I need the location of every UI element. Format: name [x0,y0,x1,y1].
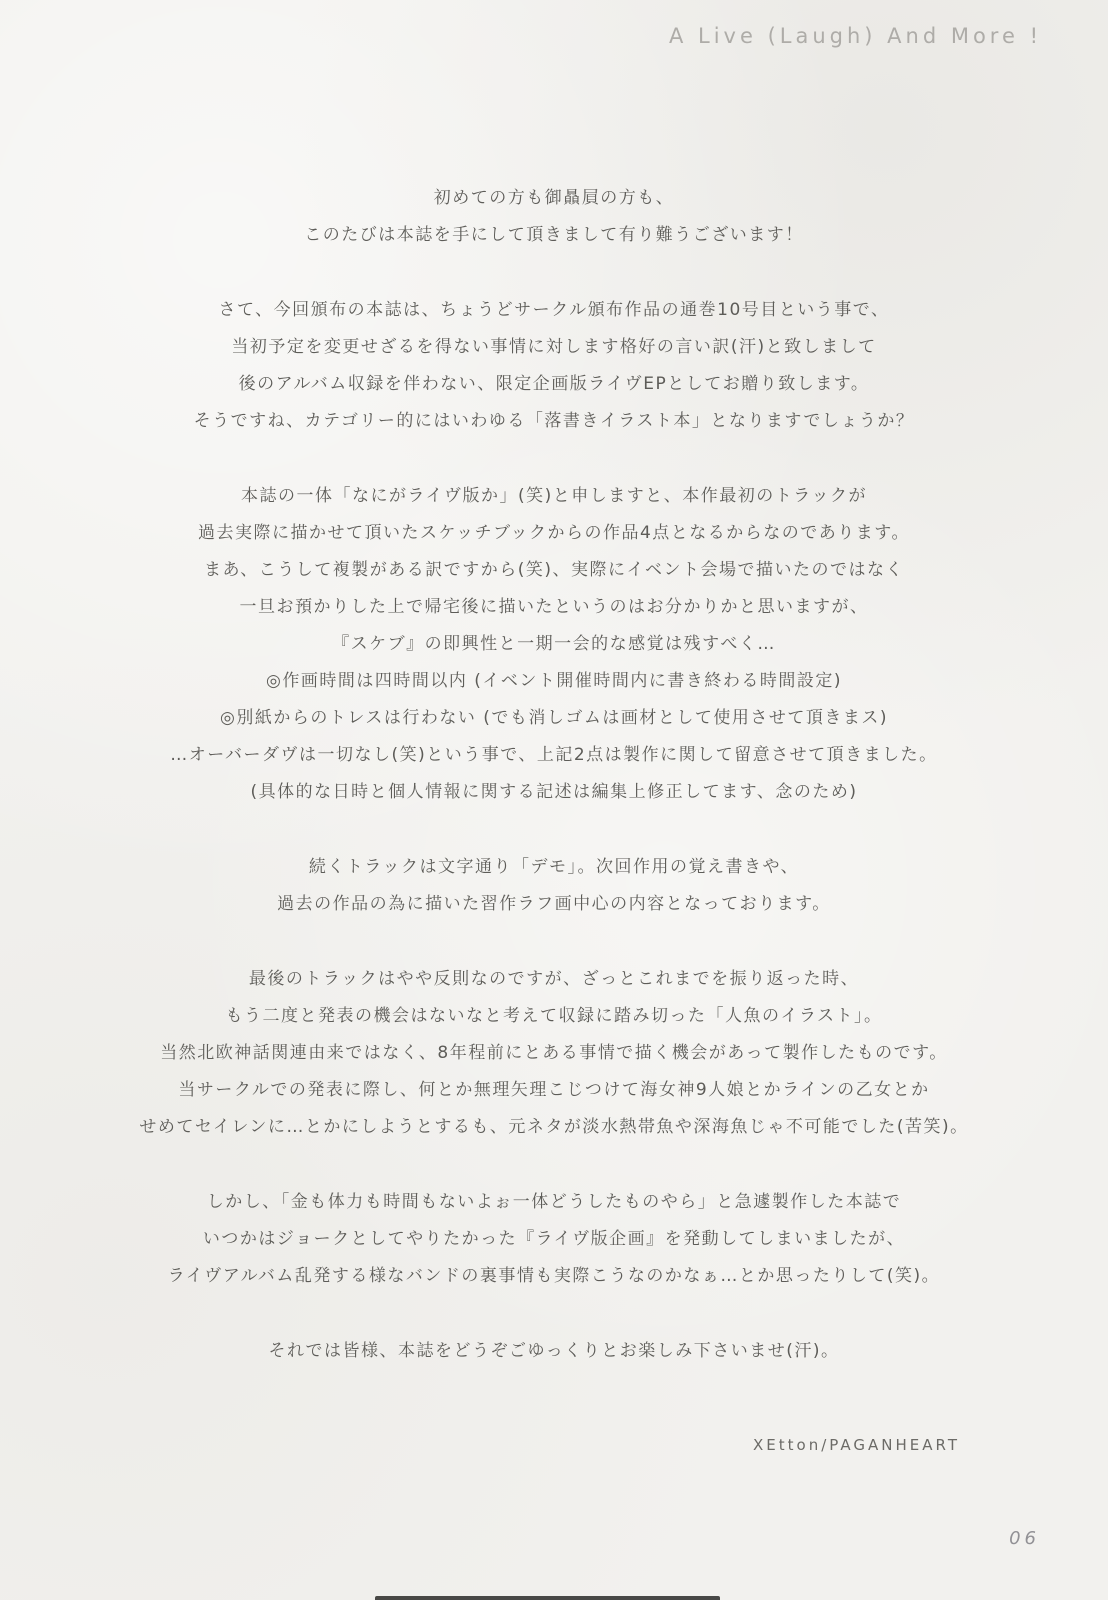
body-line: せめてセイレンに…とかにしようとするも、元ネタが淡水熱帯魚や深海魚じゃ不可能でした(苦笑)。 [139,1117,969,1137]
body-line: ◎作画時間は四時間以内 (イベント開催時間内に書き終わる時間設定) [265,671,842,691]
body-line: 過去の作品の為に描いた習作ラフ画中心の内容となっております。 [277,894,831,914]
body-line: もう二度と発表の機会はないなと考えて収録に踏み切った「人魚のイラスト」。 [225,1006,883,1026]
body-line: そうですね、カテゴリー的にはいわゆる「落書きイラスト本」となりますでしょうか？ [193,411,915,431]
body-line: ◎別紙からのトレスは行わない (でも消しゴムは画材として使用させて頂きまス) [220,708,888,728]
body-line: 最後のトラックはやや反則なのですが、ざっとこれまでを振り返った時、 [248,969,860,989]
paragraph-intro [0,292,1108,440]
page-header-title: A Live (Laugh) And More ! [668,24,1042,48]
paragraph-demo-track [0,849,1108,923]
body-line: 『スケブ』の即興性と一期一会的な感覚は残すべく… [332,634,776,654]
body-line: いつかはジョークとしてやりたかった『ライヴ版企画』を発動してしまいましたが、 [202,1229,906,1249]
body-line: 当初予定を変更せざるを得ない事情に対します格好の言い訳(汗)と致しまして [231,337,877,357]
paragraph-joke-plan [0,1184,1108,1295]
body-line: 本誌の一体「なにがライヴ版か」(笑)と申しますと、本作最初のトラックが [241,486,867,506]
body-line: まあ、こうして複製がある訳ですから(笑)、実際にイベント会場で描いたのではなく [203,560,905,580]
body-line: 初めての方も御贔屓の方も、 [433,188,675,208]
body-line: このたびは本誌を手にして頂きまして有り難うございます！ [304,225,804,245]
paragraph-mermaid-track [0,961,1108,1146]
body-line: 後のアルバム収録を伴わない、限定企画版ライヴEPとしてお贈り致します。 [238,374,870,394]
paragraph-live-explanation [0,478,1108,811]
body-line: 当サークルでの発表に際し、何とか無理矢理こじつけて海女神9人娘とかラインの乙女とか [178,1080,930,1100]
paragraph-closing [0,1333,1108,1370]
afterword-body [0,180,1108,1408]
body-line: しかし、「金も体力も時間もないよぉ一体どうしたものやら」と急遽製作した本誌で [206,1192,902,1212]
body-line: ライヴアルバム乱発する様なバンドの裏事情も実際こうなのかなぁ…とか思ったりして(笑)。 [167,1266,941,1286]
body-line: 一旦お預かりした上で帰宅後に描いたというのはお分かりかと思いますが、 [239,597,869,617]
body-line: さて、今回頒布の本誌は、ちょうどサークル頒布作品の通巻10号目という事で、 [218,300,890,320]
paragraph-greeting [0,180,1108,254]
body-line: 過去実際に描かせて頂いたスケッチブックからの作品4点となるからなのであります。 [198,523,910,543]
author-signature: XEtton/PAGANHEART [753,1436,960,1454]
body-line: 続くトラックは文字通り「デモ」。次回作用の覚え書きや、 [308,857,800,877]
page-number: 06 [1009,1528,1040,1549]
body-line: …オーバーダヴは一切なし(笑)という事で、上記2点は製作に関して留意させて頂きました。 [170,745,938,765]
body-line: それでは皆様、本誌をどうぞごゆっくりとお楽しみ下さいませ(汗)。 [268,1341,840,1361]
body-line: 当然北欧神話関連由来ではなく、8年程前にとある事情で描く機会があって製作したものです。 [160,1043,948,1063]
scan-edge-artifact [375,1596,720,1600]
body-line: (具体的な日時と個人情報に関する記述は編集上修正してます、念のため) [250,782,858,802]
